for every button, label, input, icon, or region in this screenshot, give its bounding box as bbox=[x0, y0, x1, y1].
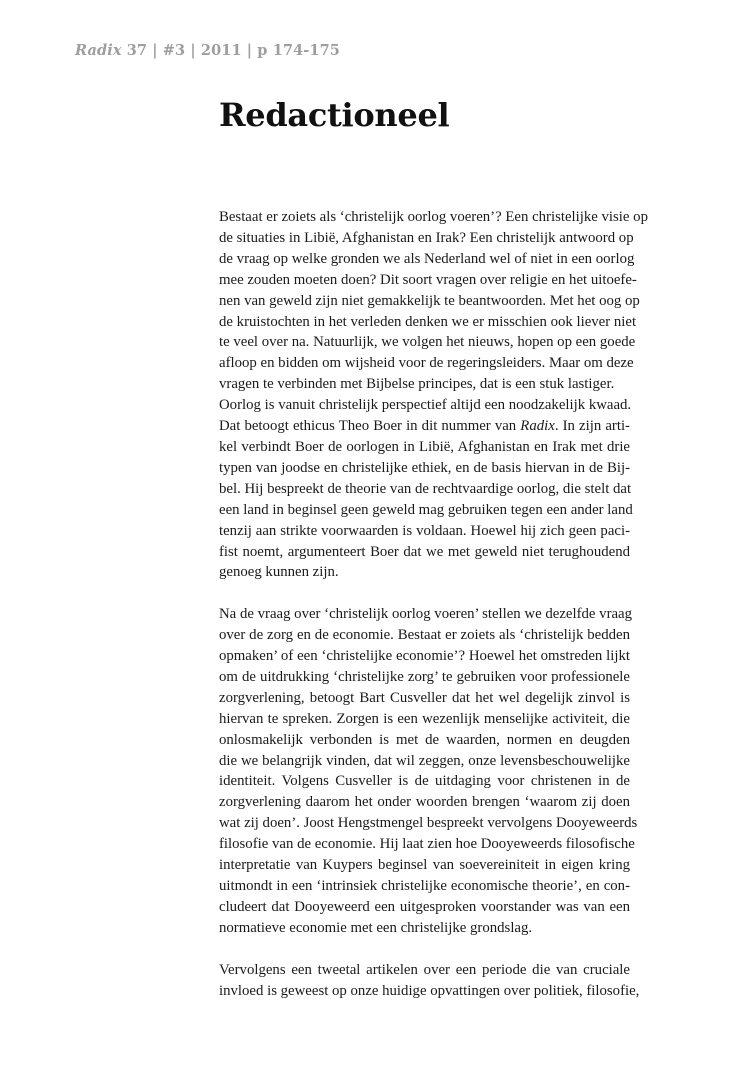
text-line: hiervan te spreken. Zorgen is een wezenlijk menselijke activiteit, die bbox=[219, 710, 630, 727]
text-line: nen van geweld zijn niet gemakkelijk te beantwoorden. Met het oog op bbox=[219, 292, 640, 309]
text-line: interpretatie van Kuypers beginsel van soevereiniteit in eigen kring bbox=[219, 857, 630, 874]
text-line: een land in beginsel geen geweld mag gebruiken tegen een ander land bbox=[219, 501, 633, 518]
running-header bbox=[75, 42, 340, 59]
text-line: Na de vraag over ‘christelijk oorlog voeren’ stellen we dezelfde vraag bbox=[219, 606, 633, 623]
journal-name: Radix bbox=[75, 42, 122, 59]
text-line: bel. Hij bespreekt de theorie van de rechtvaardige oorlog, die stelt dat bbox=[219, 480, 632, 497]
issue-info: 37 | #3 | 2011 | p 174-175 bbox=[121, 42, 340, 59]
text-line: onlosmakelijk verbonden is met de waarden, normen en deugden bbox=[219, 731, 630, 748]
article-body bbox=[219, 207, 648, 1022]
text-line: mee zouden moeten doen? Dit soort vragen over religie en het uitoefe- bbox=[219, 271, 637, 288]
text-line: Bestaat er zoiets als ‘christelijk oorlog voeren’? Een christelijke visie op bbox=[219, 209, 648, 225]
text-line: fist noemt, argumenteert Boer dat we met geweld niet terughoudend bbox=[219, 543, 630, 560]
article-title: Redactioneel bbox=[219, 96, 450, 134]
text-line: filosofie van de economie. Hij laat zien hoe Dooyeweerds filosofische bbox=[219, 836, 635, 853]
text-line: vragen te verbinden met Bijbelse principes, dat is een stuk lastiger. bbox=[219, 376, 615, 393]
text-line: genoeg kunnen zijn. bbox=[219, 564, 339, 581]
text-line: kel verbindt Boer de oorlogen in Libië, Afghanistan en Irak met drie bbox=[219, 438, 630, 455]
text-line: zorgverlening daarom het onder woorden brengen ‘waarom zij doen bbox=[219, 794, 630, 811]
text-line: die we belangrijk vinden, dat wil zeggen, onze levensbeschouwelijke bbox=[219, 752, 630, 769]
journal-reference: Radix bbox=[520, 418, 555, 435]
paragraph-3 bbox=[219, 960, 640, 1002]
paragraph-2 bbox=[219, 604, 638, 939]
text-line: over de zorg en de economie. Bestaat er zoiets als ‘christelijk bedden bbox=[219, 627, 630, 644]
text-line: te veel over na. Natuurlijk, we volgen het nieuws, hopen op een goede bbox=[219, 334, 636, 351]
text-line: Vervolgens een tweetal artikelen over een periode die van cruciale bbox=[219, 961, 630, 978]
text-line: wat zij doen’. Joost Hengstmengel bespreekt vervolgens Dooyeweerds bbox=[219, 815, 638, 832]
text-line: identiteit. Volgens Cusveller is de uitdaging voor christenen in de bbox=[219, 773, 630, 790]
text-line: typen van joodse en christelijke ethiek, en de basis hiervan in de Bij- bbox=[219, 459, 630, 476]
text-fragment: . In zijn arti- bbox=[554, 418, 630, 435]
text-line: Oorlog is vanuit christelijk perspectief altijd een noodzakelijk kwaad. bbox=[219, 397, 632, 414]
text-line: afloop en bidden om wijsheid voor de regeringsleiders. Maar om deze bbox=[219, 355, 634, 372]
text-line: opmaken’ of een ‘christelijke economie’? Hoewel het omstreden lijkt bbox=[219, 648, 630, 665]
text-line bbox=[219, 416, 630, 437]
text-line: tenzij aan strikte voorwaarden is voldaan. Hoewel hij zich geen paci- bbox=[219, 522, 630, 539]
text-fragment: Dat betoogt ethicus Theo Boer in dit nummer van bbox=[219, 418, 521, 435]
text-line: de vraag op welke gronden we als Nederland wel of niet in een oorlog bbox=[219, 250, 635, 267]
text-line: uitmondt in een ‘intrinsiek christelijke economische theorie’, en con- bbox=[219, 877, 630, 894]
paragraph-1 bbox=[219, 207, 648, 583]
text-line: normatieve economie met een christelijke grondslag. bbox=[219, 919, 533, 936]
text-line: de kruistochten in het verleden denken we er misschien ook liever niet bbox=[219, 313, 637, 330]
text-line: cludeert dat Dooyeweerd een uitgesproken voorstander was van een bbox=[219, 898, 630, 915]
text-line: zorgverlening, betoogt Bart Cusveller dat het wel degelijk zinvol is bbox=[219, 689, 630, 706]
text-line: de situaties in Libië, Afghanistan en Irak? Een christelijk antwoord op bbox=[219, 229, 634, 246]
text-line: om de uitdrukking ‘christelijke zorg’ te gebruiken voor professionele bbox=[219, 668, 630, 685]
text-line: invloed is geweest op onze huidige opvattingen over politiek, filosofie, bbox=[219, 982, 640, 999]
